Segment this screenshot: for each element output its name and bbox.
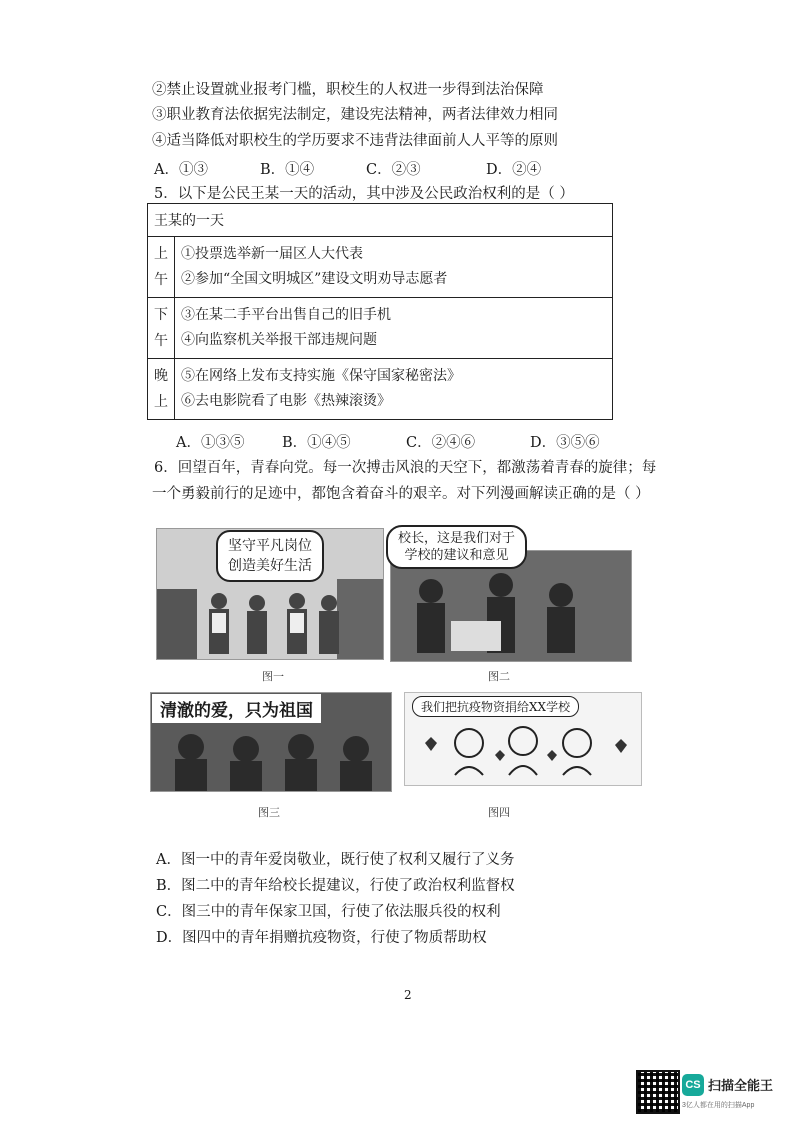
table-title: 王某的一天	[148, 204, 613, 237]
time-cell: 下 午	[148, 298, 175, 359]
fig2-speech-bubble: 校长，这是我们对于 学校的建议和意见	[386, 525, 527, 569]
q6-option-c[interactable]: C．图三中的青年保家卫国，行使了依法服兵役的权利	[156, 904, 501, 920]
q6-option-a[interactable]: A．图一中的青年爱岗敬业，既行使了权利又履行了义务	[156, 852, 515, 868]
q5-option-d[interactable]: D．③⑤⑥	[530, 435, 600, 451]
q5-stem: 5．以下是公民王某一天的活动，其中涉及公民政治权利的是（ ）	[154, 186, 574, 202]
scanner-app-name: 扫描全能王	[708, 1078, 774, 1093]
camscanner-logo-icon: CS	[682, 1074, 704, 1096]
q5-option-b[interactable]: B．①④⑤	[282, 435, 351, 451]
fig3-caption: 图三	[258, 806, 280, 819]
table-row	[148, 237, 613, 298]
q6-option-d[interactable]: D．图四中的青年捐赠抗疫物资，行使了物质帮助权	[156, 930, 487, 946]
q4-statement-4: ④适当降低对职校生的学历要求不违背法律面前人人平等的原则	[152, 133, 558, 149]
qr-code-icon	[636, 1070, 680, 1114]
events-cell: ①投票选举新一届区人大代表 ②参加“全国文明城区”建设文明劝导志愿者	[175, 237, 613, 298]
q4-option-a[interactable]: A．①③	[154, 162, 208, 178]
q4-statement-3: ③职业教育法依据宪法制定，建设宪法精神，两者法律效力相同	[152, 107, 558, 123]
fig2-caption: 图二	[488, 670, 510, 683]
fig1-caption: 图一	[262, 670, 284, 683]
q5-options	[176, 431, 600, 452]
page-number: 2	[404, 988, 412, 1002]
table-row	[148, 298, 613, 359]
fig4-banner: 我们把抗疫物资捐给XX学校	[412, 696, 579, 717]
events-cell: ⑤在网络上发布支持实施《保守国家秘密法》 ⑥去电影院看了电影《热辣滚烫》	[175, 359, 613, 420]
table-row	[148, 359, 613, 420]
events-cell: ③在某二手平台出售自己的旧手机 ④向监察机关举报干部违规问题	[175, 298, 613, 359]
q4-option-c[interactable]: C．②③	[366, 162, 421, 178]
q6-stem-line-2: 一个勇毅前行的足迹中，都饱含着奋斗的艰辛。对下列漫画解读正确的是（ ）	[152, 486, 650, 502]
q5-activity-table	[147, 203, 613, 420]
q4-option-d[interactable]: D．②④	[486, 162, 542, 178]
fig4-caption: 图四	[488, 806, 510, 819]
q4-option-b[interactable]: B．①④	[260, 162, 315, 178]
fig1-speech-bubble: 坚守平凡岗位 创造美好生活	[216, 530, 324, 582]
fig3-banner: 清澈的爱，只为祖国	[152, 694, 321, 723]
q6-stem-line-1: 6．回望百年，青春向党。每一次搏击风浪的天空下，都激荡着青春的旋律；每	[154, 460, 657, 476]
q5-option-c[interactable]: C．②④⑥	[406, 435, 476, 451]
scanner-app-slogan: 3亿人都在用的扫描App	[682, 1102, 755, 1109]
q6-option-b[interactable]: B．图二中的青年给校长提建议，行使了政治权利监督权	[156, 878, 515, 894]
time-cell: 晚 上	[148, 359, 175, 420]
q5-option-a[interactable]: A．①③⑤	[176, 435, 245, 451]
q4-statement-2: ②禁止设置就业报考门槛，职校生的人权进一步得到法治保障	[152, 82, 544, 98]
q4-options	[154, 158, 541, 179]
time-cell: 上 午	[148, 237, 175, 298]
